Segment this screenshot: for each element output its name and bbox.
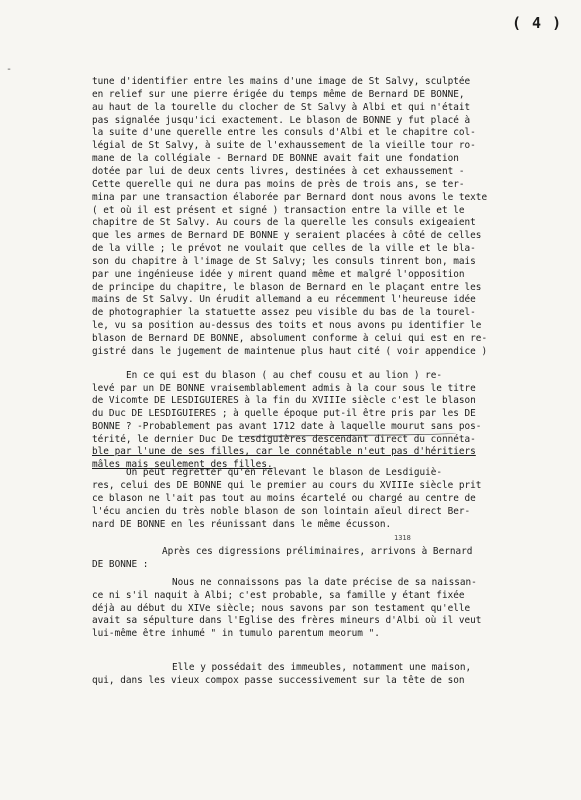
text-line: son du chapitre à l'image de St Salvy; les consuls tinrent bon, mais — [92, 255, 476, 267]
text-line: ce ni s'il naquit à Albi; c'est probable, sa famille y étant fixée — [92, 589, 465, 601]
text-line: res, celui des DE BONNE qui le premier au cours du XVIIIe siècle prit — [92, 480, 482, 491]
text-line: l'écu ancien du très noble blason de son lointain aïeul direct Ber- — [92, 506, 471, 517]
text-line: ( et où il est présent et signé ) transaction entre la ville et le — [92, 204, 465, 216]
text-line: de principe du chapitre, le blason de Bernard en le plaçant entre les — [92, 281, 482, 293]
text-line: Après ces digressions préliminaires, arrivons à Bernard — [162, 546, 473, 557]
text-line: mains de St Salvy. Un érudit allemand a eu récemment l'heureuse idée — [92, 294, 476, 306]
text-line: par une ingénieuse idée y mirent quand même et malgré l'opposition — [92, 268, 465, 280]
text-line: du Duc DE LESDIGUIERES ; à quelle époque put-il être pris par les DE — [92, 408, 476, 420]
text-line: le, vu sa position au-dessus des toits et nous avons pu identifier le — [92, 320, 482, 332]
text-line: la suite d'une querelle entre les consuls d'Albi et le chapitre col- — [92, 127, 476, 139]
text-line: DE BONNE : — [92, 559, 149, 570]
text-line: mâles mais seulement des filles. — [92, 458, 273, 470]
text-line: Cette querelle qui ne dura pas moins de près de trois ans, se ter- — [92, 178, 465, 190]
text-line: nard DE BONNE en les réunissant dans le même écusson. — [92, 519, 392, 530]
text-line: pas signalée jusqu'ici exactement. Le blason de BONNE y fut placé à — [92, 114, 471, 126]
margin-mark: - — [6, 64, 13, 75]
text-line: déjà au début du XIVe siècle; nous savons par son testament qu'elle — [92, 602, 471, 614]
text-line: mina par une transaction élaborée par Bernard dont nous avons le texte — [92, 191, 488, 203]
text-line: au haut de la tourelle du clocher de St Salvy à Albi et qui n'était — [92, 101, 471, 113]
handwritten-year-note: 1318 — [394, 534, 411, 542]
text-line: en relief sur une pierre érigée du temps même de Bernard DE BONNE, — [92, 88, 465, 100]
text-line: lui-même être inhumé " in tumulo parentum meorum ". — [92, 628, 380, 640]
text-line: avait sa sépulture dans l'Eglise des frères mineurs d'Albi où il veut — [92, 615, 482, 627]
text-line: mane de la collégiale - Bernard DE BONNE avait fait une fondation — [92, 153, 459, 165]
text-line: de Vicomte DE LESDIGUIERES à la fin du XVIIIe siècle c'est le blason — [92, 395, 476, 407]
text-line: térité, le dernier Duc De Lesdiguières descendant direct du connéta- — [92, 433, 476, 445]
text-line: Elle y possédait des immeubles, notamment une maison, — [172, 662, 472, 673]
page-number: ( 4 ) — [512, 14, 563, 32]
text-line: ble par l'une de ses filles, car le connétable n'eut pas d'héritiers — [92, 446, 476, 458]
text-line: gistré dans le jugement de maintenue plus haut cité ( voir appendice ) — [92, 345, 488, 357]
text-line: qui, dans les vieux compox passe successivement sur la tête de son — [92, 675, 465, 686]
text-line: que les armes de Bernard DE BONNE y seraient placées à côté de celles — [92, 230, 482, 242]
text-line: Nous ne connaissons pas la date précise de sa naissan- — [172, 577, 477, 588]
text-line: de la ville ; le prévot ne voulait que celles de la ville et le bla- — [92, 243, 476, 255]
text-line: dotée par lui de deux cents livres, destinées à cet exhaussement - — [92, 165, 465, 177]
text-line: En ce qui est du blason ( au chef cousu et au lion ) re- — [126, 370, 443, 381]
text-line: blason de Bernard DE BONNE, absolument conforme à celui qui est en re- — [92, 333, 488, 344]
text-line: légial de St Salvy, à suite de l'exhaussement de la vieille tour ro- — [92, 140, 476, 152]
text-line: de photographier la statuette assez peu visible du bas de la tourel- — [92, 307, 476, 319]
text-line: ce blason ne l'ait pas tout au moins écartelé ou chargé au centre de — [92, 493, 476, 504]
text-line: chapitre de St Salvy. Au cours de la querelle les consuls exigeaient — [92, 217, 476, 229]
text-line: levé par un DE BONNE vraisemblablement admis à la cour sous le titre — [92, 382, 476, 394]
text-line: BONNE ? -Probablement pas avant 1712 date à laquelle mourut sans pos- — [92, 420, 482, 432]
text-line: On peut regretter qu'en relevant le blason de Lesdiguiè- — [126, 467, 443, 478]
text-line: tune d'identifier entre les mains d'une image de St Salvy, sculptée — [92, 76, 471, 87]
